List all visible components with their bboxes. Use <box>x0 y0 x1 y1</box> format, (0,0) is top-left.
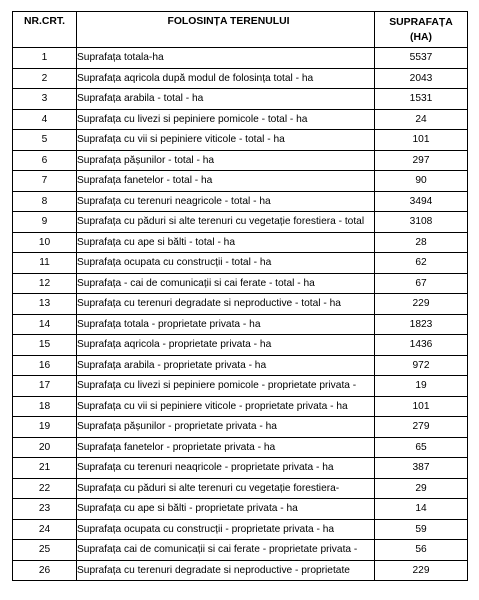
land-use-cell: Suprafața - cai de comunicații si cai ferate - total - ha <box>77 273 375 294</box>
area-value-cell: 101 <box>375 130 468 151</box>
row-number-cell: 5 <box>13 130 77 151</box>
area-value-cell: 229 <box>375 294 468 315</box>
header-nr: NR.CRT. <box>13 12 77 48</box>
area-value-cell: 3108 <box>375 212 468 233</box>
area-value-cell: 67 <box>375 273 468 294</box>
area-value-cell: 279 <box>375 417 468 438</box>
table-row <box>13 232 468 253</box>
row-number-cell: 26 <box>13 560 77 581</box>
area-value-cell: 56 <box>375 540 468 561</box>
land-use-cell: Suprafața aqricola - proprietate privata - ha <box>77 335 375 356</box>
row-number-cell: 8 <box>13 191 77 212</box>
area-value-cell: 59 <box>375 519 468 540</box>
header-area-line1: SUPRAFAȚA <box>389 17 453 28</box>
row-number-cell: 10 <box>13 232 77 253</box>
land-use-cell: Suprafața arabila - total - ha <box>77 89 375 110</box>
area-value-cell: 62 <box>375 253 468 274</box>
land-use-cell: Suprafața cu păduri si alte terenuri cu vegetație forestiera- <box>77 478 375 499</box>
row-number-cell: 20 <box>13 437 77 458</box>
row-number-cell: 22 <box>13 478 77 499</box>
area-value-cell: 14 <box>375 499 468 520</box>
area-value-cell: 297 <box>375 150 468 171</box>
area-value-cell: 1531 <box>375 89 468 110</box>
row-number-cell: 9 <box>13 212 77 233</box>
area-value-cell: 28 <box>375 232 468 253</box>
table-row <box>13 273 468 294</box>
land-use-cell: Suprafața totala-ha <box>77 48 375 69</box>
land-use-cell: Suprafața aqricola după modul de folosința total - ha <box>77 68 375 89</box>
table-row <box>13 253 468 274</box>
header-row <box>13 12 468 48</box>
land-use-cell: Suprafața ocupata cu construcții - proprietate privata - ha <box>77 519 375 540</box>
table-row <box>13 396 468 417</box>
area-value-cell: 972 <box>375 355 468 376</box>
land-use-table <box>12 11 468 581</box>
area-value-cell: 2043 <box>375 68 468 89</box>
row-number-cell: 4 <box>13 109 77 130</box>
row-number-cell: 15 <box>13 335 77 356</box>
table-row <box>13 437 468 458</box>
table-row <box>13 478 468 499</box>
land-use-cell: Suprafața arabila - proprietate privata - ha <box>77 355 375 376</box>
row-number-cell: 1 <box>13 48 77 69</box>
table-row <box>13 171 468 192</box>
table-row <box>13 458 468 479</box>
area-value-cell: 3494 <box>375 191 468 212</box>
row-number-cell: 3 <box>13 89 77 110</box>
row-number-cell: 21 <box>13 458 77 479</box>
area-value-cell: 29 <box>375 478 468 499</box>
table-row <box>13 417 468 438</box>
table-row <box>13 499 468 520</box>
row-number-cell: 12 <box>13 273 77 294</box>
row-number-cell: 7 <box>13 171 77 192</box>
row-number-cell: 2 <box>13 68 77 89</box>
land-use-cell: Suprafața cu terenuri degradate si neproductive - proprietate <box>77 560 375 581</box>
land-use-cell: Suprafața cu terenuri degradate si neproductive - total - ha <box>77 294 375 315</box>
area-value-cell: 24 <box>375 109 468 130</box>
row-number-cell: 16 <box>13 355 77 376</box>
area-value-cell: 19 <box>375 376 468 397</box>
land-use-cell: Suprafața cu vii si pepiniere viticole - total - ha <box>77 130 375 151</box>
area-value-cell: 1436 <box>375 335 468 356</box>
area-value-cell: 387 <box>375 458 468 479</box>
area-value-cell: 101 <box>375 396 468 417</box>
row-number-cell: 25 <box>13 540 77 561</box>
table-row <box>13 150 468 171</box>
table-row <box>13 294 468 315</box>
land-use-cell: Suprafața cu livezi si pepiniere pomicole - total - ha <box>77 109 375 130</box>
area-value-cell: 229 <box>375 560 468 581</box>
row-number-cell: 13 <box>13 294 77 315</box>
table-row <box>13 335 468 356</box>
row-number-cell: 11 <box>13 253 77 274</box>
table-row <box>13 560 468 581</box>
land-use-cell: Suprafața pășunilor - total - ha <box>77 150 375 171</box>
land-use-cell: Suprafața ocupata cu construcții - total - ha <box>77 253 375 274</box>
land-use-cell: Suprafața cu terenuri neaqricole - proprietate privata - ha <box>77 458 375 479</box>
row-number-cell: 14 <box>13 314 77 335</box>
land-use-cell: Suprafața cu ape si bălti - proprietate privata - ha <box>77 499 375 520</box>
header-area-line2: (HA) <box>410 32 432 43</box>
land-use-cell: Suprafața cu vii si pepiniere viticole - proprietate privata - ha <box>77 396 375 417</box>
land-use-cell: Suprafața cu terenuri neagricole - total - ha <box>77 191 375 212</box>
header-land-use: FOLOSINȚA TERENULUI <box>77 12 375 48</box>
table-row <box>13 109 468 130</box>
table-row <box>13 191 468 212</box>
table-row <box>13 376 468 397</box>
row-number-cell: 18 <box>13 396 77 417</box>
land-use-cell: Suprafața cai de comunicații si cai ferate - proprietate privata - <box>77 540 375 561</box>
table-row <box>13 68 468 89</box>
area-value-cell: 90 <box>375 171 468 192</box>
table-row <box>13 519 468 540</box>
area-value-cell: 1823 <box>375 314 468 335</box>
row-number-cell: 17 <box>13 376 77 397</box>
area-value-cell: 65 <box>375 437 468 458</box>
row-number-cell: 24 <box>13 519 77 540</box>
land-use-cell: Suprafața cu ape si bălti - total - ha <box>77 232 375 253</box>
land-use-cell: Suprafața pășunilor - proprietate privata - ha <box>77 417 375 438</box>
table-row <box>13 130 468 151</box>
header-area <box>375 12 468 48</box>
area-value-cell: 5537 <box>375 48 468 69</box>
table-row <box>13 314 468 335</box>
row-number-cell: 6 <box>13 150 77 171</box>
land-use-cell: Suprafața fanetelor - total - ha <box>77 171 375 192</box>
row-number-cell: 23 <box>13 499 77 520</box>
table-row <box>13 540 468 561</box>
table-row <box>13 355 468 376</box>
row-number-cell: 19 <box>13 417 77 438</box>
land-use-cell: Suprafața totala - proprietate privata - ha <box>77 314 375 335</box>
table-row <box>13 89 468 110</box>
table-row <box>13 212 468 233</box>
land-use-cell: Suprafața fanetelor - proprietate privata - ha <box>77 437 375 458</box>
land-use-cell: Suprafața cu livezi si pepiniere pomicole - proprietate privata - <box>77 376 375 397</box>
land-use-cell: Suprafața cu păduri si alte terenuri cu vegetație forestiera - total <box>77 212 375 233</box>
table-row <box>13 48 468 69</box>
